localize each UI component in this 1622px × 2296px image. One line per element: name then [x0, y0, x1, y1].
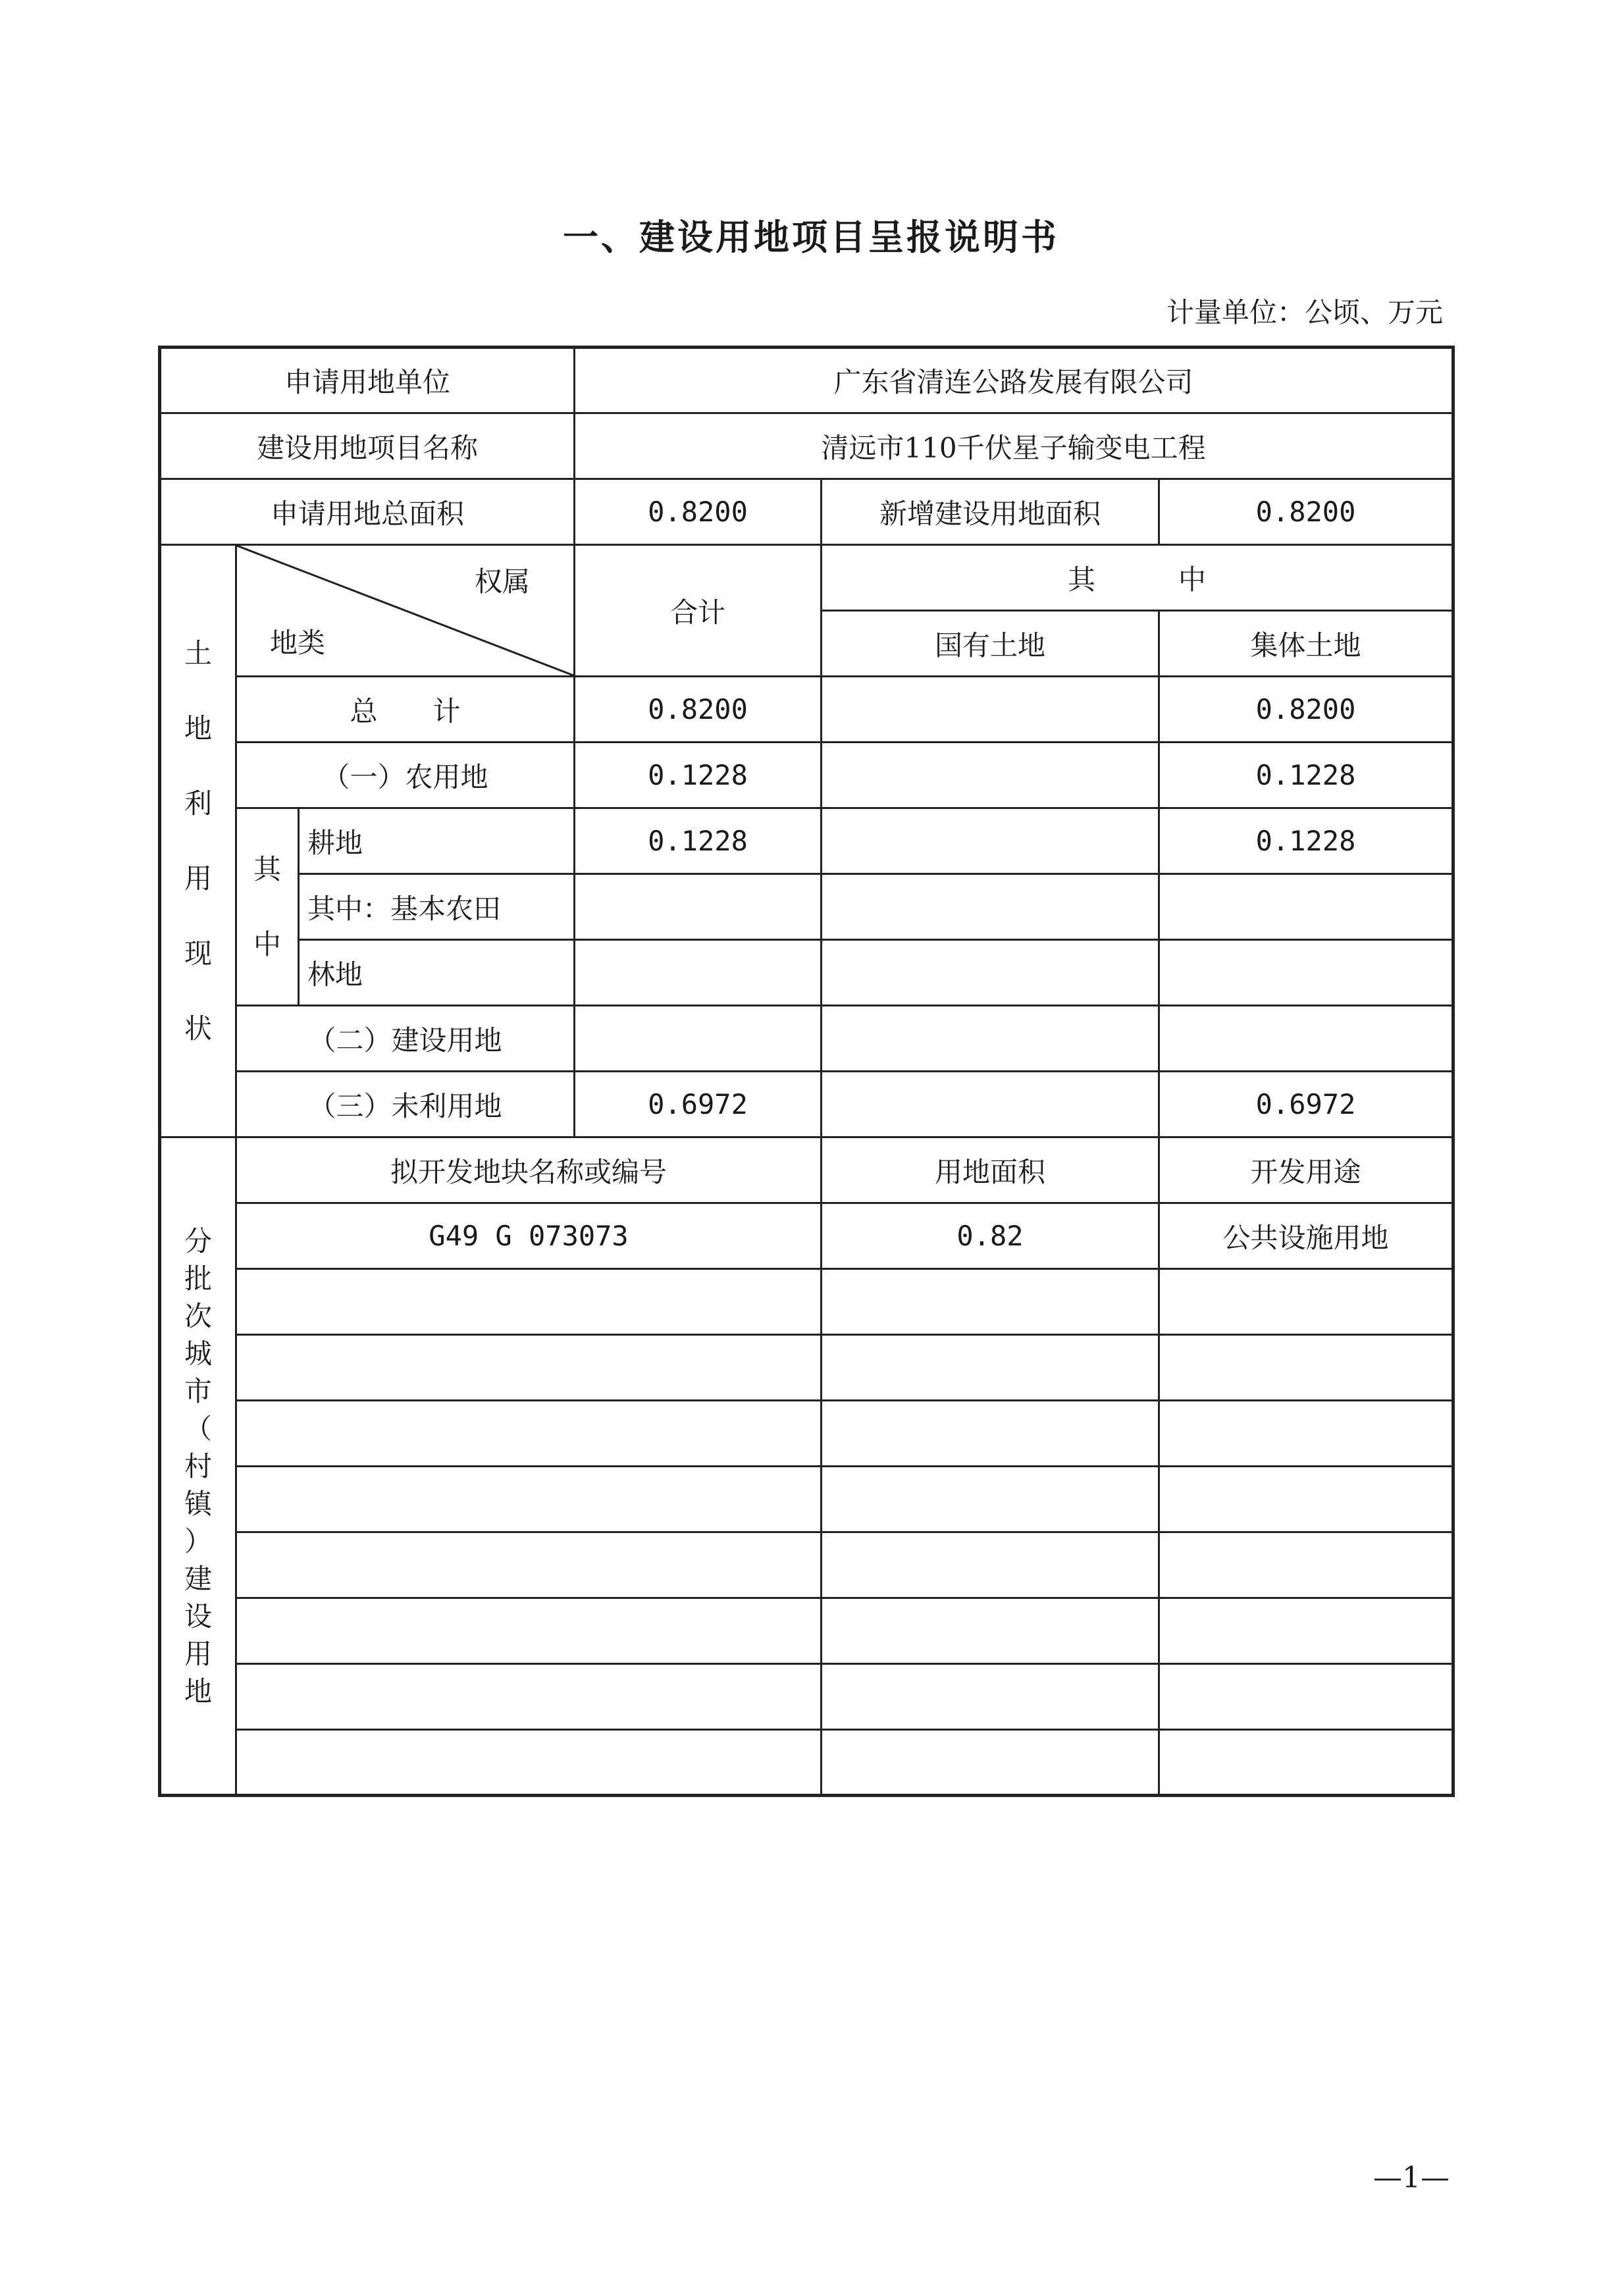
batch-char: 分	[184, 1224, 212, 1257]
row-total	[575, 874, 822, 940]
plot-cell	[236, 1730, 822, 1796]
among-char: 其	[253, 852, 281, 885]
applicant-label: 申请用地单位	[160, 348, 575, 413]
table-row	[160, 1203, 1453, 1269]
table-row	[160, 874, 1453, 940]
land-use-form-table	[158, 346, 1455, 1797]
plot-column-header: 拟开发地块名称或编号	[236, 1137, 822, 1203]
collective-land-header: 集体土地	[1159, 611, 1453, 677]
batch-char: （	[184, 1412, 212, 1445]
row-collective: 0.1228	[1159, 743, 1453, 808]
row-collective	[1159, 874, 1453, 940]
row-total: 0.1228	[575, 808, 822, 874]
project-row	[160, 413, 1453, 479]
total-column-header: 合计	[575, 545, 822, 677]
batch-char: 批	[184, 1262, 212, 1295]
total-area-label: 申请用地总面积	[160, 479, 575, 545]
row-label: 林地	[299, 940, 575, 1006]
table-row	[160, 1269, 1453, 1335]
land-status-header-row-1	[160, 545, 1453, 611]
row-total: 0.6972	[575, 1072, 822, 1137]
batch-char: 次	[184, 1299, 212, 1332]
project-value: 清远市110千伏星子输变电工程	[575, 413, 1453, 479]
area-cell: 0.82	[822, 1203, 1159, 1269]
plot-cell	[236, 1401, 822, 1467]
batch-char: 城	[184, 1337, 212, 1370]
diagonal-header-cell	[236, 545, 575, 677]
row-total	[575, 1006, 822, 1072]
plot-cell: G49 G 073073	[236, 1203, 822, 1269]
table-row	[160, 677, 1453, 743]
use-cell	[1159, 1664, 1453, 1730]
row-collective	[1159, 940, 1453, 1006]
area-cell	[822, 1401, 1159, 1467]
use-cell	[1159, 1335, 1453, 1401]
table-row	[160, 808, 1453, 874]
plot-cell	[236, 1598, 822, 1664]
table-row	[160, 1730, 1453, 1796]
row-collective: 0.1228	[1159, 808, 1453, 874]
row-collective: 0.8200	[1159, 677, 1453, 743]
table-row	[160, 940, 1453, 1006]
table-row	[160, 1401, 1453, 1467]
row-total: 0.8200	[575, 677, 822, 743]
area-cell	[822, 1730, 1159, 1796]
plot-cell	[236, 1335, 822, 1401]
total-area-value: 0.8200	[575, 479, 822, 545]
batch-char: 建	[184, 1562, 212, 1595]
table-row	[160, 1467, 1453, 1532]
use-cell	[1159, 1598, 1453, 1664]
batch-char: 村	[184, 1449, 212, 1482]
batch-char: 市	[184, 1374, 212, 1407]
row-label: （二）建设用地	[236, 1006, 575, 1072]
table-row	[160, 1072, 1453, 1137]
plot-cell	[236, 1467, 822, 1532]
row-state	[822, 808, 1159, 874]
row-state	[822, 743, 1159, 808]
row-state	[822, 874, 1159, 940]
page-title: 一、建设用地项目呈报说明书	[563, 217, 1059, 258]
area-row	[160, 479, 1453, 545]
area-cell	[822, 1664, 1159, 1730]
batch-char: 镇	[184, 1487, 212, 1520]
among-header: 其 中	[822, 545, 1453, 611]
batch-section-label	[160, 1137, 236, 1796]
batch-char: ）	[184, 1525, 212, 1557]
state-land-header: 国有土地	[822, 611, 1159, 677]
section-char: 利	[184, 787, 212, 820]
table-row	[160, 1664, 1453, 1730]
project-label: 建设用地项目名称	[160, 413, 575, 479]
use-cell	[1159, 1532, 1453, 1598]
plot-cell	[236, 1532, 822, 1598]
plot-cell	[236, 1269, 822, 1335]
section-char: 地	[184, 712, 212, 744]
batch-char: 用	[184, 1637, 212, 1670]
row-state	[822, 1006, 1159, 1072]
use-cell: 公共设施用地	[1159, 1203, 1453, 1269]
row-collective: 0.6972	[1159, 1072, 1453, 1137]
unit-note: 计量单位：公顷、万元	[1166, 296, 1443, 328]
row-label: 总 计	[236, 677, 575, 743]
use-cell	[1159, 1730, 1453, 1796]
table-row	[160, 1598, 1453, 1664]
area-cell	[822, 1335, 1159, 1401]
table-row	[160, 1006, 1453, 1072]
use-column-header: 开发用途	[1159, 1137, 1453, 1203]
row-label: 耕地	[299, 808, 575, 874]
among-side-label	[236, 808, 299, 1006]
batch-header-row	[160, 1137, 1453, 1203]
area-cell	[822, 1269, 1159, 1335]
area-column-header: 用地面积	[822, 1137, 1159, 1203]
land-status-section-label	[160, 545, 236, 1137]
table-row	[160, 743, 1453, 808]
row-label: （三）未利用地	[236, 1072, 575, 1137]
section-char: 用	[184, 862, 212, 895]
section-char: 土	[184, 637, 212, 669]
plot-cell	[236, 1664, 822, 1730]
row-state	[822, 940, 1159, 1006]
page-number: —1—	[1373, 2161, 1450, 2195]
new-area-label: 新增建设用地面积	[822, 479, 1159, 545]
among-char: 中	[253, 927, 281, 960]
area-cell	[822, 1467, 1159, 1532]
row-total	[575, 940, 822, 1006]
row-state	[822, 677, 1159, 743]
section-char: 现	[184, 937, 212, 970]
area-cell	[822, 1598, 1159, 1664]
row-collective	[1159, 1006, 1453, 1072]
batch-char: 地	[184, 1675, 212, 1708]
row-label: 其中：基本农田	[299, 874, 575, 940]
landtype-label: 地类	[270, 627, 326, 659]
area-cell	[822, 1532, 1159, 1598]
use-cell	[1159, 1269, 1453, 1335]
table-row	[160, 1532, 1453, 1598]
row-total: 0.1228	[575, 743, 822, 808]
new-area-value: 0.8200	[1159, 479, 1453, 545]
use-cell	[1159, 1401, 1453, 1467]
row-label: （一）农用地	[236, 743, 575, 808]
ownership-label: 权属	[474, 565, 530, 598]
table-row	[160, 1335, 1453, 1401]
use-cell	[1159, 1467, 1453, 1532]
row-state	[822, 1072, 1159, 1137]
applicant-row	[160, 348, 1453, 413]
section-char: 状	[184, 1012, 212, 1045]
applicant-value: 广东省清连公路发展有限公司	[575, 348, 1453, 413]
batch-char: 设	[184, 1600, 212, 1632]
